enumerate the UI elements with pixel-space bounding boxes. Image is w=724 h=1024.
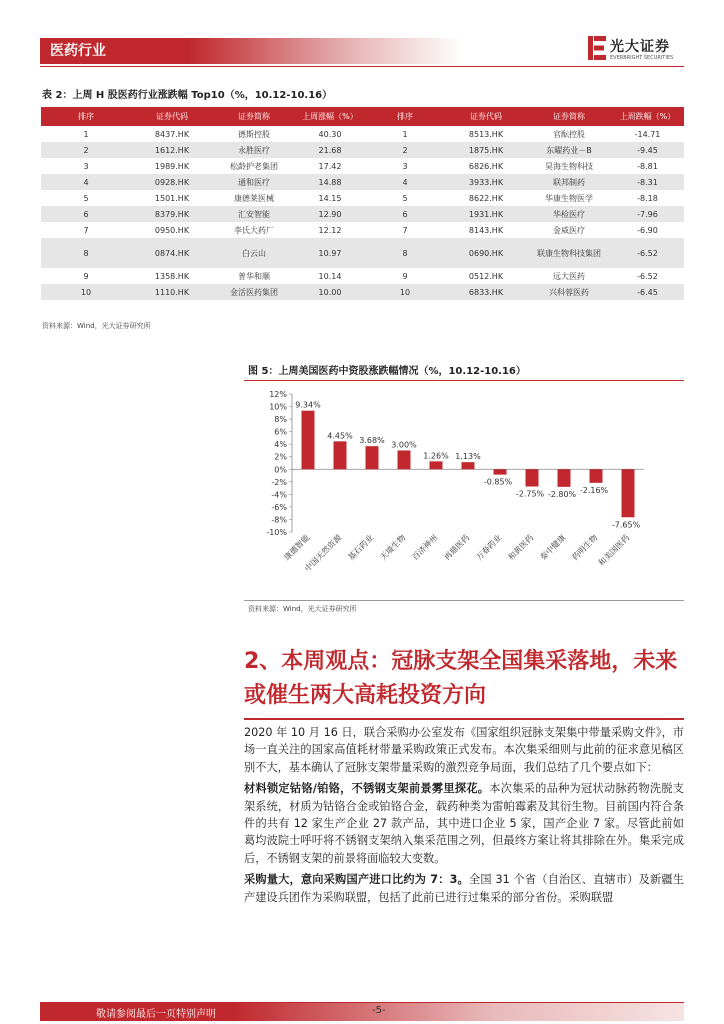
brand-name: 光大证券 bbox=[610, 39, 670, 55]
y-tick-label: 8% bbox=[274, 415, 287, 425]
body-paragraph bbox=[244, 780, 684, 867]
data-label: -2.80% bbox=[547, 489, 577, 499]
table-cell: 8 bbox=[41, 238, 131, 268]
body-text bbox=[244, 724, 684, 910]
bar bbox=[302, 411, 315, 470]
bar bbox=[462, 462, 475, 469]
table-cell: 17.42 bbox=[295, 158, 365, 174]
col-header: 排序 bbox=[41, 107, 131, 126]
section-rule bbox=[244, 718, 684, 720]
x-tick-label: 和美国医药 bbox=[596, 533, 632, 568]
table-cell: -6.90 bbox=[611, 222, 684, 238]
col-header: 证券简称 bbox=[213, 107, 295, 126]
x-tick-label: 中国天然资源 bbox=[303, 533, 344, 574]
table-cell: 0874.HK bbox=[131, 238, 213, 268]
table-cell: 通和医疗 bbox=[213, 174, 295, 190]
table-cell: -7.96 bbox=[611, 206, 684, 222]
table-cell: -6.52 bbox=[611, 268, 684, 284]
top10-table bbox=[41, 107, 684, 300]
bar bbox=[590, 469, 603, 483]
table-cell: 6 bbox=[41, 206, 131, 222]
page-number: -5- bbox=[372, 1005, 386, 1016]
x-tick-label: 泰中健康 bbox=[538, 533, 568, 563]
table-cell: 远大医药 bbox=[527, 268, 611, 284]
table-cell: 1358.HK bbox=[131, 268, 213, 284]
table-row bbox=[41, 174, 684, 190]
section-label: 医药行业 bbox=[50, 43, 106, 59]
table-cell: 10.14 bbox=[295, 268, 365, 284]
y-tick-label: -6% bbox=[271, 502, 287, 512]
bar bbox=[558, 469, 571, 487]
brand-subtitle: EVERBRIGHT SECURITIES bbox=[610, 55, 674, 61]
table-cell: 康德莱医械 bbox=[213, 190, 295, 206]
x-tick-label: 天境生物 bbox=[378, 533, 408, 563]
table-cell: 华检医疗 bbox=[527, 206, 611, 222]
table-cell: 德斯控股 bbox=[213, 126, 295, 142]
table-cell: 8437.HK bbox=[131, 126, 213, 142]
table-cell: 2 bbox=[365, 142, 445, 158]
table-cell: 2 bbox=[41, 142, 131, 158]
table-cell: -14.71 bbox=[611, 126, 684, 142]
table-cell: 0512.HK bbox=[445, 268, 527, 284]
y-tick-label: -2% bbox=[271, 477, 287, 487]
footer-disclaimer: 敬请参阅最后一页特别声明 bbox=[96, 1009, 216, 1020]
table-cell: 1 bbox=[365, 126, 445, 142]
table-cell: 10.97 bbox=[295, 238, 365, 268]
table-row bbox=[41, 206, 684, 222]
table-cell: 7 bbox=[41, 222, 131, 238]
figure-bottom-rule bbox=[244, 600, 684, 601]
paragraph-text: 本次集采的品种为冠状动脉药物洗脱支架系统，材质为钴铬合金或铂铬合金，载药种类为雷帕霉素及其衍生物。目前国内符合条件的共有 12 家生产企业 27 款产品，其中进口企业 5 家，国产企业 7 家。尽管此前如葛均波院士呼吁将不锈钢支架纳入集采范围之列，但最终方案让将其排除在外。集采完成后，不锈钢支架的前景将面临较大变数。 bbox=[244, 782, 684, 865]
figure-source: 资料来源：Wind，光大证券研究所 bbox=[248, 605, 357, 613]
data-label: -2.16% bbox=[579, 485, 609, 495]
data-label: -7.65% bbox=[611, 520, 641, 530]
table-cell: 5 bbox=[41, 190, 131, 206]
table-row bbox=[41, 222, 684, 238]
data-label: 3.68% bbox=[359, 436, 385, 446]
data-label: -0.85% bbox=[483, 477, 513, 487]
paragraph-lead: 材料锁定钴铬/铂铬，不锈钢支架前景雾里探花。 bbox=[244, 782, 490, 796]
table-cell: 1989.HK bbox=[131, 158, 213, 174]
table-cell: 12.90 bbox=[295, 206, 365, 222]
table-cell: 4 bbox=[365, 174, 445, 190]
col-header: 证券代码 bbox=[131, 107, 213, 126]
table-cell: 6 bbox=[365, 206, 445, 222]
table-cell: 12.12 bbox=[295, 222, 365, 238]
brand-logo-icon bbox=[588, 36, 606, 60]
table-cell: 1110.HK bbox=[131, 284, 213, 300]
data-label: 3.00% bbox=[391, 440, 417, 450]
paragraph-text: 全国 31 个省（自治区、直辖市）及新疆生产建设兵团作为采购联盟，包括了此前已进行过集采的部分省份。采购联盟 bbox=[244, 873, 684, 904]
x-tick-label: 百济神州 bbox=[410, 533, 440, 563]
table-cell: 官酝控股 bbox=[527, 126, 611, 142]
table-cell: 3933.HK bbox=[445, 174, 527, 190]
table-cell: 0950.HK bbox=[131, 222, 213, 238]
x-tick-label: 再鼎医药 bbox=[442, 533, 472, 563]
x-tick-label: 万春药业 bbox=[474, 533, 504, 563]
table-cell: 8143.HK bbox=[445, 222, 527, 238]
table-title: 表 2：上周 H 股医药行业涨跌幅 Top10（%，10.12-10.16） bbox=[42, 90, 333, 101]
table-cell: 金威医疗 bbox=[527, 222, 611, 238]
body-paragraph: 2020 年 10 月 16 日，联合采购办公室发布《国家组织冠脉支架集中带量采购文件》，市场一直关注的国家高值耗材带量采购政策正式发布。本次集采细则与此前的征求意见稿区别不大，基本确认了冠脉支架带量采购的激烈竞争局面，我们总结了几个要点如下： bbox=[244, 726, 684, 774]
table-cell: 9 bbox=[365, 268, 445, 284]
table-cell: 10 bbox=[365, 284, 445, 300]
table-cell: 8622.HK bbox=[445, 190, 527, 206]
table-cell: 7 bbox=[365, 222, 445, 238]
table-cell: 10 bbox=[41, 284, 131, 300]
y-tick-label: 4% bbox=[274, 440, 287, 450]
col-header: 证券简称 bbox=[527, 107, 611, 126]
table-cell: 3 bbox=[365, 158, 445, 174]
bar bbox=[334, 441, 347, 469]
x-tick-label: 基石药业 bbox=[346, 533, 376, 563]
y-tick-label: -4% bbox=[271, 490, 287, 500]
y-tick-label: 0% bbox=[274, 465, 287, 475]
table-cell: 0928.HK bbox=[131, 174, 213, 190]
bar bbox=[526, 469, 539, 486]
data-label: 1.26% bbox=[423, 451, 449, 461]
bar bbox=[398, 450, 411, 469]
table-cell: 10.00 bbox=[295, 284, 365, 300]
table-row bbox=[41, 238, 684, 268]
table-cell: 汇安智能 bbox=[213, 206, 295, 222]
table-cell: 昊海生物科技 bbox=[527, 158, 611, 174]
table-cell: 40.30 bbox=[295, 126, 365, 142]
table-cell: 8513.HK bbox=[445, 126, 527, 142]
table-cell: -6.52 bbox=[611, 238, 684, 268]
table-cell: 永胜医疗 bbox=[213, 142, 295, 158]
data-label: 1.13% bbox=[455, 452, 481, 462]
col-header: 证券代码 bbox=[445, 107, 527, 126]
y-tick-label: 6% bbox=[274, 427, 287, 437]
table-cell: 8 bbox=[365, 238, 445, 268]
table-row bbox=[41, 126, 684, 142]
data-label: 4.45% bbox=[327, 431, 353, 441]
table-cell: 普华和顺 bbox=[213, 268, 295, 284]
table-cell: 兴科蓉医药 bbox=[527, 284, 611, 300]
table-cell: 8379.HK bbox=[131, 206, 213, 222]
paragraph-lead: 采购量大，意向采购国产进口比约为 7：3。 bbox=[244, 873, 469, 887]
table-cell: 联康生物科技集团 bbox=[527, 238, 611, 268]
table-cell: 5 bbox=[365, 190, 445, 206]
x-tick-label: 康德智能 bbox=[282, 533, 312, 563]
x-tick-label: 药明生物 bbox=[570, 533, 600, 563]
table-row bbox=[41, 142, 684, 158]
table-row bbox=[41, 190, 684, 206]
table-source: 资料来源：Wind，光大证券研究所 bbox=[42, 322, 151, 330]
data-label: 9.34% bbox=[295, 400, 321, 410]
section-heading: 2、本周观点：冠脉支架全国集采落地，未来或催生两大高耗投资方向 bbox=[244, 649, 678, 708]
table-cell: 14.88 bbox=[295, 174, 365, 190]
data-label: -2.75% bbox=[515, 489, 545, 499]
table-cell: -9.45 bbox=[611, 142, 684, 158]
table-cell: 6833.HK bbox=[445, 284, 527, 300]
col-header: 上周跌幅（%） bbox=[611, 107, 684, 126]
table-cell: 1 bbox=[41, 126, 131, 142]
table-cell: 21.68 bbox=[295, 142, 365, 158]
table-cell: 1612.HK bbox=[131, 142, 213, 158]
bar-chart bbox=[244, 384, 684, 596]
table-cell: 3 bbox=[41, 158, 131, 174]
bar bbox=[430, 461, 443, 469]
col-header: 排序 bbox=[365, 107, 445, 126]
bar bbox=[494, 469, 507, 474]
table-row bbox=[41, 158, 684, 174]
y-tick-label: -8% bbox=[271, 515, 287, 525]
table-cell: 李氏大药厂 bbox=[213, 222, 295, 238]
table-cell: 东曜药业－B bbox=[527, 142, 611, 158]
brand-logo bbox=[588, 34, 698, 64]
table-cell: 1501.HK bbox=[131, 190, 213, 206]
table-cell: 联邦制药 bbox=[527, 174, 611, 190]
table-cell: -6.45 bbox=[611, 284, 684, 300]
table-cell: 金活医药集团 bbox=[213, 284, 295, 300]
y-tick-label: 10% bbox=[269, 402, 287, 412]
figure-title: 图 5：上周美国医药中资股涨跌幅情况（%，10.12-10.16） bbox=[248, 366, 526, 377]
body-paragraph bbox=[244, 871, 684, 906]
figure-top-rule bbox=[244, 380, 684, 381]
table-cell: 白云山 bbox=[213, 238, 295, 268]
table-cell: 9 bbox=[41, 268, 131, 284]
table-cell: 华康生物医学 bbox=[527, 190, 611, 206]
x-tick-label: 和黄医药 bbox=[506, 533, 536, 563]
header-divider bbox=[40, 66, 684, 67]
bar bbox=[366, 446, 379, 469]
bar bbox=[622, 469, 635, 517]
y-tick-label: 2% bbox=[274, 452, 287, 462]
table-cell: 0690.HK bbox=[445, 238, 527, 268]
table-cell: -8.18 bbox=[611, 190, 684, 206]
table-cell: 14.15 bbox=[295, 190, 365, 206]
table-row bbox=[41, 284, 684, 300]
table-row bbox=[41, 268, 684, 284]
table-cell: -8.31 bbox=[611, 174, 684, 190]
y-tick-label: -10% bbox=[266, 528, 287, 537]
table-header-row bbox=[41, 107, 684, 126]
table-cell: 松龄护老集团 bbox=[213, 158, 295, 174]
table-cell: 1931.HK bbox=[445, 206, 527, 222]
table-cell: 4 bbox=[41, 174, 131, 190]
col-header: 上周涨幅（%） bbox=[295, 107, 365, 126]
table-cell: 6826.HK bbox=[445, 158, 527, 174]
y-tick-label: 12% bbox=[269, 390, 287, 399]
table-cell: 1875.HK bbox=[445, 142, 527, 158]
table-cell: -8.81 bbox=[611, 158, 684, 174]
